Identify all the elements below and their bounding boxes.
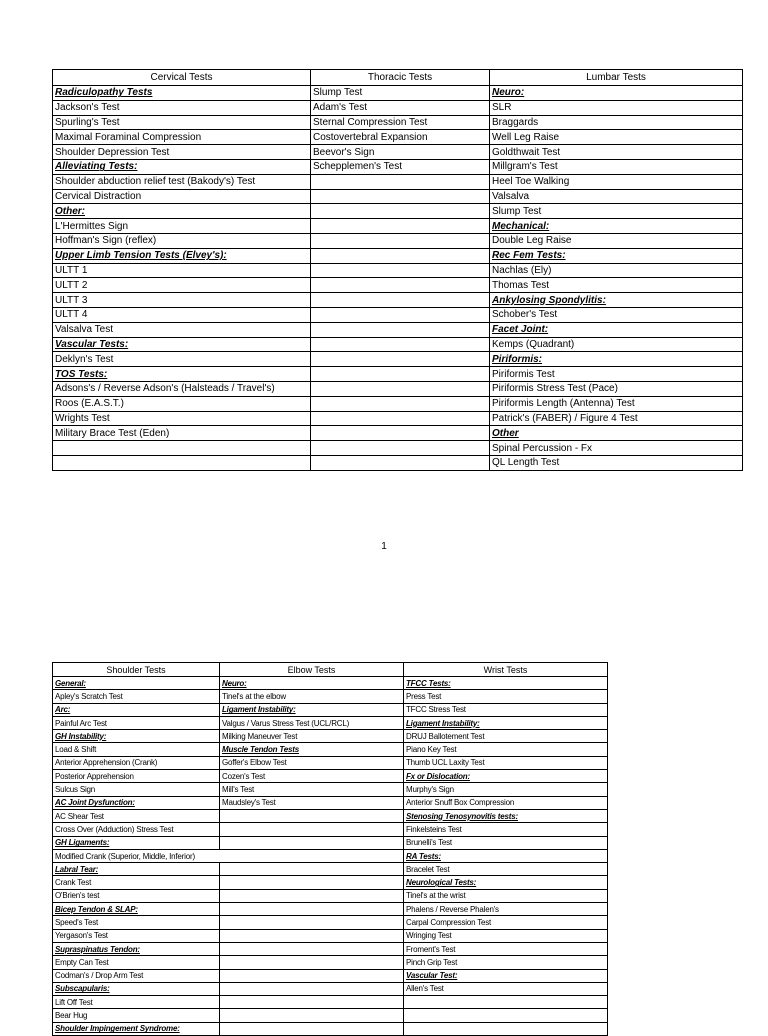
table-row <box>53 823 608 836</box>
test-name-cell <box>311 204 490 219</box>
test-name-cell: Piriformis Test <box>490 367 743 382</box>
test-name-cell <box>220 956 404 969</box>
table-row <box>53 219 743 234</box>
test-name-cell <box>220 823 404 836</box>
section-heading-cell: Labral Tear: <box>53 863 220 876</box>
test-name-cell: Modified Crank (Superior, Middle, Inferior) <box>53 849 404 862</box>
test-name-cell: Phalens / Reverse Phalen's <box>404 903 608 916</box>
test-name-cell: Schober's Test <box>490 307 743 322</box>
table-row <box>53 889 608 902</box>
test-name-cell: Shoulder Depression Test <box>53 145 311 160</box>
column-header-lumbar: Lumbar Tests <box>490 70 743 86</box>
table-row <box>53 690 608 703</box>
test-name-cell: Bear Hug <box>53 1009 220 1022</box>
table-row <box>53 783 608 796</box>
table-row <box>53 100 743 115</box>
table-row <box>53 204 743 219</box>
test-name-cell: Piriformis Length (Antenna) Test <box>490 396 743 411</box>
test-name-cell: Nachlas (Ely) <box>490 263 743 278</box>
test-name-cell: Slump Test <box>490 204 743 219</box>
test-name-cell: Anterior Apprehension (Crank) <box>53 756 220 769</box>
test-name-cell <box>220 996 404 1009</box>
test-name-cell <box>220 982 404 995</box>
section-heading-cell: Ankylosing Spondylitis: <box>490 293 743 308</box>
section-heading-cell: Other: <box>53 204 311 219</box>
table-row <box>53 756 608 769</box>
section-heading-cell: Stenosing Tenosynovitis tests: <box>404 809 608 822</box>
test-name-cell: Cozen's Test <box>220 770 404 783</box>
test-name-cell: Sulcus Sign <box>53 783 220 796</box>
table-row <box>53 145 743 160</box>
table-header-row <box>53 663 608 677</box>
column-header-thoracic: Thoracic Tests <box>311 70 490 86</box>
column-header-shoulder: Shoulder Tests <box>53 663 220 677</box>
table-row <box>53 381 743 396</box>
test-name-cell <box>311 352 490 367</box>
section-heading-cell: RA Tests: <box>404 849 608 862</box>
test-name-cell <box>311 411 490 426</box>
test-name-cell: Pinch Grip Test <box>404 956 608 969</box>
test-name-cell <box>220 1022 404 1035</box>
section-heading-cell: Vascular Test: <box>404 969 608 982</box>
test-name-cell <box>311 381 490 396</box>
test-name-cell: Slump Test <box>311 86 490 101</box>
upper-extremity-tests-table <box>52 662 608 1036</box>
test-name-cell: Valsalva <box>490 189 743 204</box>
section-heading-cell: Neurological Tests: <box>404 876 608 889</box>
test-name-cell <box>311 263 490 278</box>
test-name-cell: Valgus / Varus Stress Test (UCL/RCL) <box>220 716 404 729</box>
test-name-cell: Adam's Test <box>311 100 490 115</box>
test-name-cell <box>311 293 490 308</box>
test-name-cell: Tinel's at the elbow <box>220 690 404 703</box>
test-name-cell: Millgram's Test <box>490 159 743 174</box>
section-heading-cell: Ligament Instability: <box>220 703 404 716</box>
test-name-cell: Maudsley's Test <box>220 796 404 809</box>
column-header-cervical: Cervical Tests <box>53 70 311 86</box>
test-name-cell: Goldthwait Test <box>490 145 743 160</box>
test-name-cell <box>311 219 490 234</box>
test-name-cell <box>220 863 404 876</box>
test-name-cell: ULTT 2 <box>53 278 311 293</box>
section-heading-cell: Shoulder Impingement Syndrome: <box>53 1022 220 1035</box>
table-row <box>53 929 608 942</box>
section-heading-cell: Supraspinatus Tendon: <box>53 942 220 955</box>
table-row <box>53 367 743 382</box>
table-row <box>53 322 743 337</box>
test-name-cell: Piriformis Stress Test (Pace) <box>490 381 743 396</box>
test-name-cell: Crank Test <box>53 876 220 889</box>
test-name-cell: Sternal Compression Test <box>311 115 490 130</box>
test-name-cell: DRUJ Ballotement Test <box>404 730 608 743</box>
test-name-cell: Costovertebral Expansion <box>311 130 490 145</box>
test-name-cell <box>220 809 404 822</box>
test-name-cell: Allen's Test <box>404 982 608 995</box>
table-row <box>53 996 608 1009</box>
table-row <box>53 730 608 743</box>
section-heading-cell: Muscle Tendon Tests <box>220 743 404 756</box>
section-heading-cell: TOS Tests: <box>53 367 311 382</box>
test-name-cell: Kemps (Quadrant) <box>490 337 743 352</box>
test-name-cell: Heel Toe Walking <box>490 174 743 189</box>
table-row <box>53 278 743 293</box>
spine-tests-table <box>52 69 743 471</box>
test-name-cell <box>311 189 490 204</box>
table-row <box>53 743 608 756</box>
test-name-cell: Schepplemen's Test <box>311 159 490 174</box>
test-name-cell <box>311 174 490 189</box>
table-row <box>53 836 608 849</box>
section-heading-cell: Fx or Dislocation: <box>404 770 608 783</box>
test-name-cell <box>311 441 490 456</box>
table-row <box>53 969 608 982</box>
test-name-cell <box>311 396 490 411</box>
table-row <box>53 263 743 278</box>
table-row <box>53 307 743 322</box>
test-name-cell <box>404 1022 608 1035</box>
test-name-cell: Military Brace Test (Eden) <box>53 426 311 441</box>
section-heading-cell: Ligament Instability: <box>404 716 608 729</box>
test-name-cell: Press Test <box>404 690 608 703</box>
section-heading-cell: Arc: <box>53 703 220 716</box>
test-name-cell: Bracelet Test <box>404 863 608 876</box>
table-row <box>53 174 743 189</box>
table-row <box>53 903 608 916</box>
section-heading-cell: AC Joint Dysfunction: <box>53 796 220 809</box>
table-row <box>53 337 743 352</box>
test-name-cell: Cervical Distraction <box>53 189 311 204</box>
test-name-cell: SLR <box>490 100 743 115</box>
test-name-cell: Brunelli's Test <box>404 836 608 849</box>
table-row <box>53 796 608 809</box>
test-name-cell: O'Brien's test <box>53 889 220 902</box>
test-name-cell: Tinel's at the wrist <box>404 889 608 902</box>
table-row <box>53 1009 608 1022</box>
test-name-cell: ULTT 1 <box>53 263 311 278</box>
upper-extremity-tests-body <box>53 677 608 1036</box>
test-name-cell: Spinal Percussion - Fx <box>490 441 743 456</box>
section-heading-cell: Facet Joint: <box>490 322 743 337</box>
test-name-cell: Anterior Snuff Box Compression <box>404 796 608 809</box>
test-name-cell: Adsons's / Reverse Adson's (Halsteads / Travel's) <box>53 381 311 396</box>
test-name-cell <box>220 889 404 902</box>
test-name-cell <box>53 455 311 470</box>
section-heading-cell: TFCC Tests: <box>404 677 608 690</box>
test-name-cell: TFCC Stress Test <box>404 703 608 716</box>
test-name-cell: Mill's Test <box>220 783 404 796</box>
test-name-cell: Braggards <box>490 115 743 130</box>
test-name-cell: Speed's Test <box>53 916 220 929</box>
test-name-cell <box>311 367 490 382</box>
table-row <box>53 352 743 367</box>
test-name-cell: Thumb UCL Laxity Test <box>404 756 608 769</box>
test-name-cell <box>220 969 404 982</box>
table-row <box>53 115 743 130</box>
test-name-cell: Patrick's (FABER) / Figure 4 Test <box>490 411 743 426</box>
section-heading-cell: Subscapularis: <box>53 982 220 995</box>
page-number: 1 <box>381 541 387 552</box>
table-row <box>53 677 608 690</box>
test-name-cell: L'Hermittes Sign <box>53 219 311 234</box>
test-name-cell <box>311 455 490 470</box>
test-name-cell: Shoulder abduction relief test (Bakody's) Test <box>53 174 311 189</box>
table-row <box>53 189 743 204</box>
test-name-cell: Thomas Test <box>490 278 743 293</box>
test-name-cell <box>311 278 490 293</box>
test-name-cell: Deklyn's Test <box>53 352 311 367</box>
test-name-cell: Valsalva Test <box>53 322 311 337</box>
section-heading-cell: Piriformis: <box>490 352 743 367</box>
test-name-cell: Finkelsteins Test <box>404 823 608 836</box>
table-row <box>53 770 608 783</box>
table-row <box>53 916 608 929</box>
table-row <box>53 703 608 716</box>
test-name-cell <box>53 441 311 456</box>
test-name-cell <box>404 1009 608 1022</box>
test-name-cell: Apley's Scratch Test <box>53 690 220 703</box>
test-name-cell: Goffer's Elbow Test <box>220 756 404 769</box>
table-row <box>53 455 743 470</box>
test-name-cell <box>311 426 490 441</box>
test-name-cell: Jackson's Test <box>53 100 311 115</box>
test-name-cell: Murphy's Sign <box>404 783 608 796</box>
table-row <box>53 716 608 729</box>
test-name-cell: Double Leg Raise <box>490 233 743 248</box>
section-heading-cell: Radiculopathy Tests <box>53 86 311 101</box>
test-name-cell <box>311 307 490 322</box>
test-name-cell: Yergason's Test <box>53 929 220 942</box>
section-heading-cell: Mechanical: <box>490 219 743 234</box>
table-header-row <box>53 70 743 86</box>
spine-tests-body <box>53 86 743 471</box>
test-name-cell: Lift Off Test <box>53 996 220 1009</box>
table-row <box>53 863 608 876</box>
section-heading-cell: Upper Limb Tension Tests (Elvey's): <box>53 248 311 263</box>
test-name-cell: ULTT 3 <box>53 293 311 308</box>
test-name-cell <box>311 337 490 352</box>
column-header-wrist: Wrist Tests <box>404 663 608 677</box>
test-name-cell <box>311 322 490 337</box>
test-name-cell: Wringing Test <box>404 929 608 942</box>
test-name-cell: QL Length Test <box>490 455 743 470</box>
table-row <box>53 982 608 995</box>
test-name-cell <box>311 248 490 263</box>
section-heading-cell: Bicep Tendon & SLAP: <box>53 903 220 916</box>
test-name-cell: Well Leg Raise <box>490 130 743 145</box>
test-name-cell <box>220 929 404 942</box>
table-row <box>53 849 608 862</box>
test-name-cell: Roos (E.A.S.T.) <box>53 396 311 411</box>
test-name-cell: Carpal Compression Test <box>404 916 608 929</box>
test-name-cell: Posterior Apprehension <box>53 770 220 783</box>
section-heading-cell: General: <box>53 677 220 690</box>
table-row <box>53 876 608 889</box>
table-row <box>53 86 743 101</box>
test-name-cell <box>311 233 490 248</box>
section-heading-cell: Neuro: <box>490 86 743 101</box>
section-heading-cell: Rec Fem Tests: <box>490 248 743 263</box>
table-row <box>53 441 743 456</box>
table-row <box>53 1022 608 1035</box>
test-name-cell <box>220 916 404 929</box>
section-heading-cell: GH Instability: <box>53 730 220 743</box>
table-row <box>53 956 608 969</box>
test-name-cell: Codman's / Drop Arm Test <box>53 969 220 982</box>
test-name-cell: Piano Key Test <box>404 743 608 756</box>
test-name-cell: Froment's Test <box>404 942 608 955</box>
test-name-cell: Cross Over (Adduction) Stress Test <box>53 823 220 836</box>
test-name-cell: ULTT 4 <box>53 307 311 322</box>
test-name-cell: Milking Maneuver Test <box>220 730 404 743</box>
table-row <box>53 411 743 426</box>
test-name-cell <box>220 876 404 889</box>
table-row <box>53 293 743 308</box>
table-row <box>53 809 608 822</box>
section-heading-cell: Other <box>490 426 743 441</box>
test-name-cell: Beevor's Sign <box>311 145 490 160</box>
column-header-elbow: Elbow Tests <box>220 663 404 677</box>
test-name-cell: Hoffman's Sign (reflex) <box>53 233 311 248</box>
test-name-cell <box>220 903 404 916</box>
section-heading-cell: GH Ligaments: <box>53 836 220 849</box>
test-name-cell <box>404 996 608 1009</box>
test-name-cell: Maximal Foraminal Compression <box>53 130 311 145</box>
section-heading-cell: Vascular Tests: <box>53 337 311 352</box>
test-name-cell <box>220 942 404 955</box>
table-row <box>53 426 743 441</box>
section-heading-cell: Neuro: <box>220 677 404 690</box>
test-name-cell: AC Shear Test <box>53 809 220 822</box>
table-row <box>53 942 608 955</box>
test-name-cell: Spurling's Test <box>53 115 311 130</box>
test-name-cell: Wrights Test <box>53 411 311 426</box>
section-heading-cell: Alleviating Tests: <box>53 159 311 174</box>
test-name-cell: Load & Shift <box>53 743 220 756</box>
table-row <box>53 396 743 411</box>
test-name-cell: Painful Arc Test <box>53 716 220 729</box>
test-name-cell <box>220 836 404 849</box>
table-row <box>53 233 743 248</box>
table-row <box>53 248 743 263</box>
test-name-cell <box>220 1009 404 1022</box>
table-row <box>53 159 743 174</box>
test-name-cell: Empty Can Test <box>53 956 220 969</box>
table-row <box>53 130 743 145</box>
